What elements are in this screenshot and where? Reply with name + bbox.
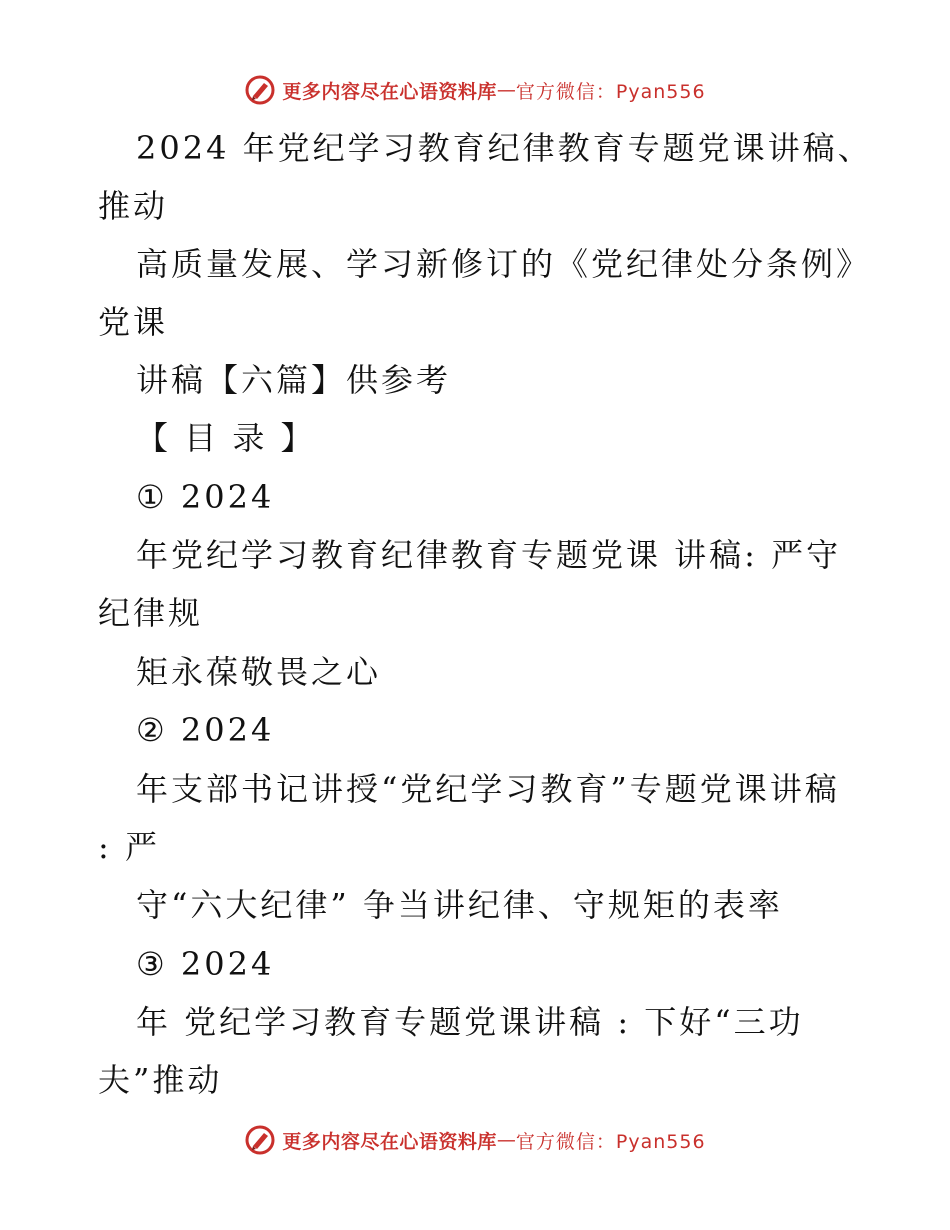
toc-item-3-line-2: 夫”推动: [98, 1061, 223, 1099]
toc-item-2-line-2: : 严: [98, 828, 160, 866]
toc-item-1-line-3: 矩永葆敬畏之心: [136, 653, 382, 691]
toc-item-2-line-1: 年支部书记讲授“党纪学习教育”专题党课讲稿: [136, 770, 840, 808]
title-line-2: 推动: [98, 187, 169, 225]
watermark-contact: 官方微信：Pyan556: [515, 1130, 706, 1153]
watermark-main-text: 更多内容尽在心语资料库: [282, 80, 497, 103]
toc-item-2-number: ② 2024: [136, 711, 275, 749]
title-line-4: 党课: [98, 303, 169, 341]
watermark-separator: —: [496, 79, 516, 101]
toc-item-3-number: ③ 2024: [136, 945, 275, 983]
footer-watermark: [0, 1120, 950, 1160]
title-line-1: 2024 年党纪学习教育纪律教育专题党课讲稿、: [136, 129, 873, 167]
title-line-5: 讲稿【六篇】供参考: [136, 361, 452, 399]
toc-heading: 【 目 录 】: [136, 419, 316, 457]
watermark-separator: —: [496, 1129, 516, 1151]
title-line-3: 高质量发展、学习新修订的《党纪律处分条例》: [136, 245, 872, 283]
watermark-main-text: 更多内容尽在心语资料库: [282, 1130, 497, 1153]
toc-item-1-number: ① 2024: [136, 478, 275, 516]
toc-item-2-line-3: 守“六大纪律” 争当讲纪律、守规矩的表率: [136, 886, 783, 924]
watermark-contact: 官方微信：Pyan556: [515, 80, 706, 103]
pen-circle-logo-icon: [244, 1124, 276, 1156]
toc-item-1-line-2: 纪律规: [98, 594, 204, 632]
toc-item-3-line-1: 年 党纪学习教育专题党课讲稿 : 下好“三功: [136, 1003, 804, 1041]
toc-item-1-line-1: 年党纪学习教育纪律教育专题党课 讲稿: 严守: [136, 536, 842, 574]
